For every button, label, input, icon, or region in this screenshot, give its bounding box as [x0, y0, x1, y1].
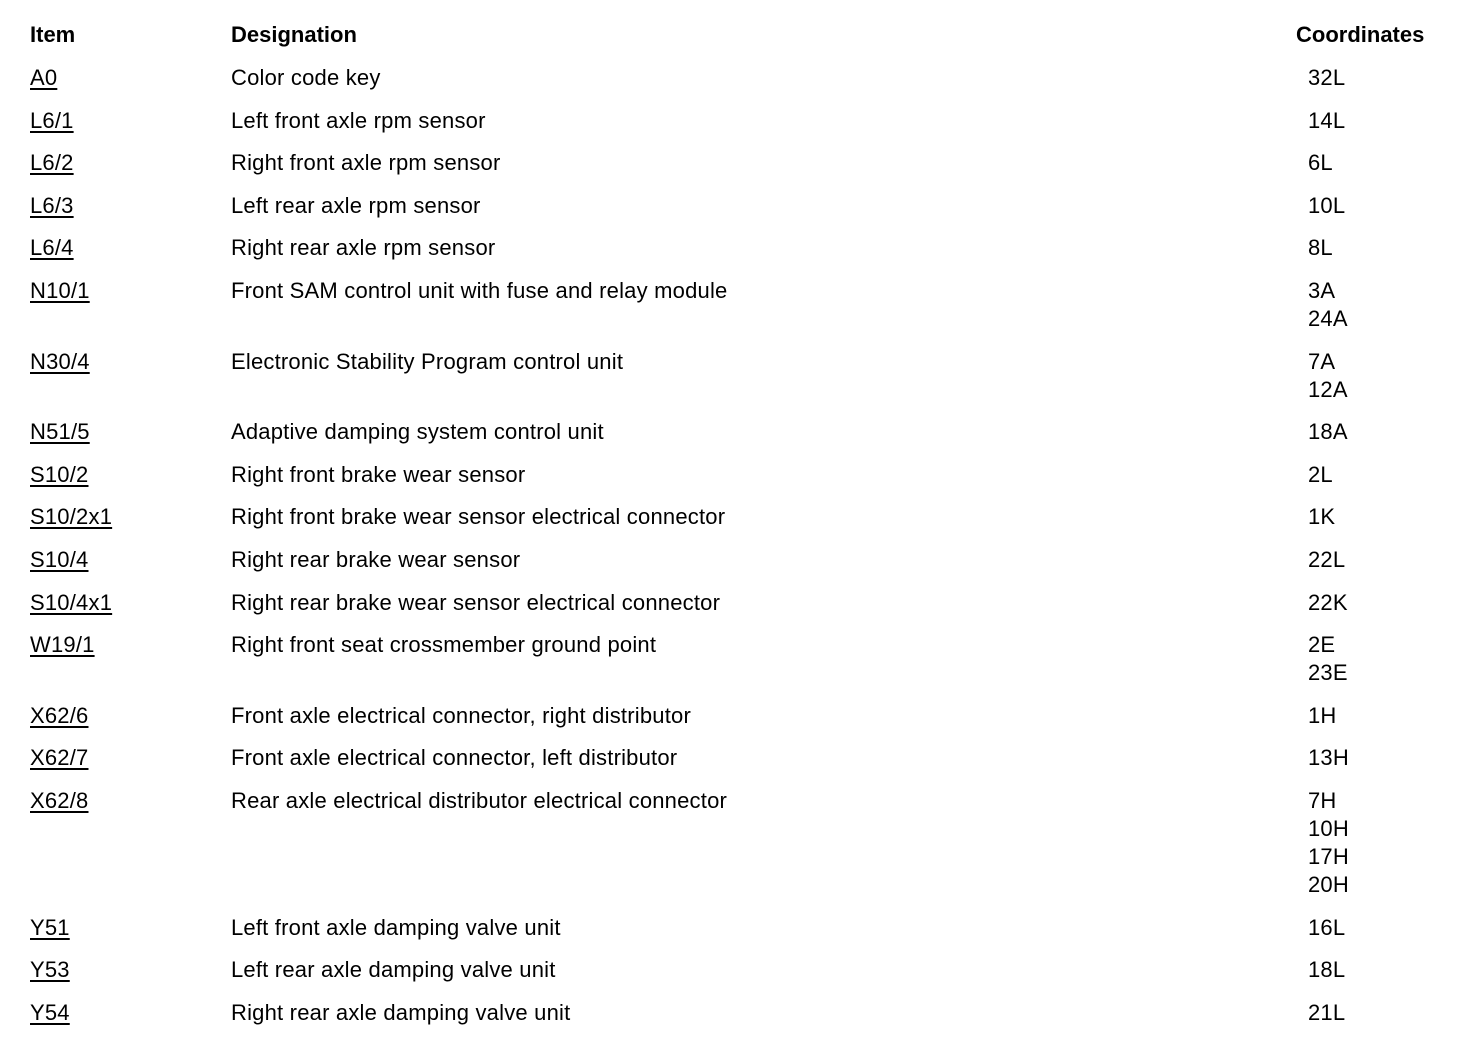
coordinate-value: 12A [1308, 376, 1348, 402]
item-link[interactable]: L6/1 [30, 107, 74, 133]
coordinate-value: 13H [1308, 745, 1349, 771]
coordinate-value: 22L [1308, 546, 1346, 572]
coordinate-value: 20H [1308, 871, 1349, 897]
item-link[interactable]: Y54 [30, 999, 70, 1025]
designation-text: Right rear brake wear sensor electrical connector [231, 589, 721, 615]
table-row [0, 149, 1472, 192]
coordinates-cell [1308, 503, 1335, 531]
coordinate-value: 17H [1308, 843, 1349, 869]
table-row [0, 956, 1472, 999]
table-row [0, 999, 1472, 1042]
table-row [0, 914, 1472, 957]
designation-text: Right front brake wear sensor [231, 461, 526, 487]
item-link[interactable]: L6/4 [30, 235, 74, 261]
item-link[interactable]: Y51 [30, 914, 70, 940]
table-row [0, 64, 1472, 107]
coordinate-value: 18L [1308, 957, 1346, 983]
item-link[interactable]: X62/8 [30, 787, 89, 813]
item-link[interactable]: W19/1 [30, 632, 95, 658]
item-link[interactable]: X62/7 [30, 745, 89, 771]
item-link[interactable]: X62/6 [30, 702, 89, 728]
coordinate-value: 7A [1308, 348, 1336, 374]
coordinate-value: 10L [1308, 192, 1346, 218]
coordinate-value: 6L [1308, 150, 1333, 176]
coordinate-value: 2L [1308, 461, 1333, 487]
coordinate-value: 10H [1308, 815, 1349, 841]
table-body [0, 64, 1472, 1041]
item-link[interactable]: A0 [30, 65, 58, 90]
coordinate-value: 1K [1308, 504, 1336, 530]
coordinate-value: 18A [1308, 419, 1348, 445]
table-row [0, 107, 1472, 150]
coordinate-value: 21L [1308, 999, 1346, 1025]
item-link[interactable]: Y53 [30, 957, 70, 983]
coordinates-cell [1308, 589, 1348, 617]
table-row [0, 418, 1472, 461]
coordinates-cell [1308, 999, 1345, 1027]
designation-text: Color code key [231, 65, 381, 90]
item-link[interactable]: L6/2 [30, 150, 74, 176]
item-link[interactable]: S10/4x1 [30, 589, 113, 615]
table-row [0, 787, 1472, 914]
coordinate-value: 3A [1308, 277, 1336, 303]
coordinates-cell [1308, 744, 1349, 772]
designation-text: Adaptive damping system control unit [231, 419, 604, 445]
coordinates-cell [1308, 192, 1345, 220]
designation-text: Right rear axle damping valve unit [231, 999, 571, 1025]
designation-text: Right front brake wear sensor electrical connector [231, 504, 726, 530]
designation-text: Front axle electrical connector, right distributor [231, 702, 691, 728]
coordinate-value: 24A [1308, 305, 1348, 331]
coordinates-cell [1308, 956, 1345, 984]
coordinates-cell [1308, 418, 1348, 446]
coordinate-value: 7H [1308, 787, 1337, 813]
coordinate-value: 23E [1308, 660, 1348, 686]
table-row [0, 503, 1472, 546]
designation-text: Electronic Stability Program control unit [231, 348, 624, 374]
coordinate-value: 8L [1308, 235, 1333, 261]
designation-text: Front SAM control unit with fuse and relay module [231, 277, 728, 303]
table-row [0, 348, 1472, 419]
designation-text: Left front axle rpm sensor [231, 107, 486, 133]
coordinates-cell [1308, 702, 1337, 730]
designation-text: Left rear axle damping valve unit [231, 957, 556, 983]
coordinate-value: 2E [1308, 632, 1336, 658]
table-row [0, 631, 1472, 702]
coordinates-cell [1308, 348, 1348, 404]
item-link[interactable]: S10/2x1 [30, 504, 113, 530]
designation-text: Front axle electrical connector, left distributor [231, 745, 678, 771]
coordinates-cell [1308, 631, 1348, 687]
coordinates-cell [1308, 107, 1345, 135]
item-link[interactable]: L6/3 [30, 192, 74, 218]
coordinates-cell [1308, 277, 1348, 333]
table-row [0, 192, 1472, 235]
item-link[interactable]: S10/4 [30, 546, 89, 572]
table-header [0, 20, 1472, 54]
header-designation: Designation [231, 22, 357, 47]
coordinates-cell [1308, 787, 1349, 899]
coordinate-value: 14L [1308, 107, 1346, 133]
table-row [0, 277, 1472, 348]
coordinates-cell [1308, 64, 1345, 92]
coordinates-cell [1308, 234, 1333, 262]
header-coordinates: Coordinates [1296, 22, 1425, 47]
coordinates-cell [1308, 149, 1333, 177]
table-row [0, 589, 1472, 632]
designation-text: Right front axle rpm sensor [231, 150, 501, 176]
table-row [0, 744, 1472, 787]
coordinate-value: 1H [1308, 702, 1337, 728]
item-link[interactable]: N30/4 [30, 348, 90, 374]
coordinates-cell [1308, 461, 1333, 489]
designation-text: Right rear axle rpm sensor [231, 235, 496, 261]
table-row [0, 702, 1472, 745]
designation-text: Right rear brake wear sensor [231, 546, 521, 572]
header-item: Item [30, 22, 76, 47]
designation-text: Rear axle electrical distributor electrical connector [231, 787, 728, 813]
table-row [0, 546, 1472, 589]
coordinate-value: 16L [1308, 914, 1346, 940]
designation-text: Right front seat crossmember ground point [231, 632, 657, 658]
coordinates-cell [1308, 546, 1345, 574]
table-row [0, 234, 1472, 277]
designation-text: Left rear axle rpm sensor [231, 192, 481, 218]
coordinate-value: 22K [1308, 589, 1348, 615]
item-link[interactable]: N51/5 [30, 419, 90, 445]
item-link[interactable]: S10/2 [30, 461, 89, 487]
table-row [0, 461, 1472, 504]
coordinate-value: 32L [1308, 65, 1346, 90]
coordinates-cell [1308, 914, 1345, 942]
designation-text: Left front axle damping valve unit [231, 914, 561, 940]
item-link[interactable]: N10/1 [30, 277, 90, 303]
